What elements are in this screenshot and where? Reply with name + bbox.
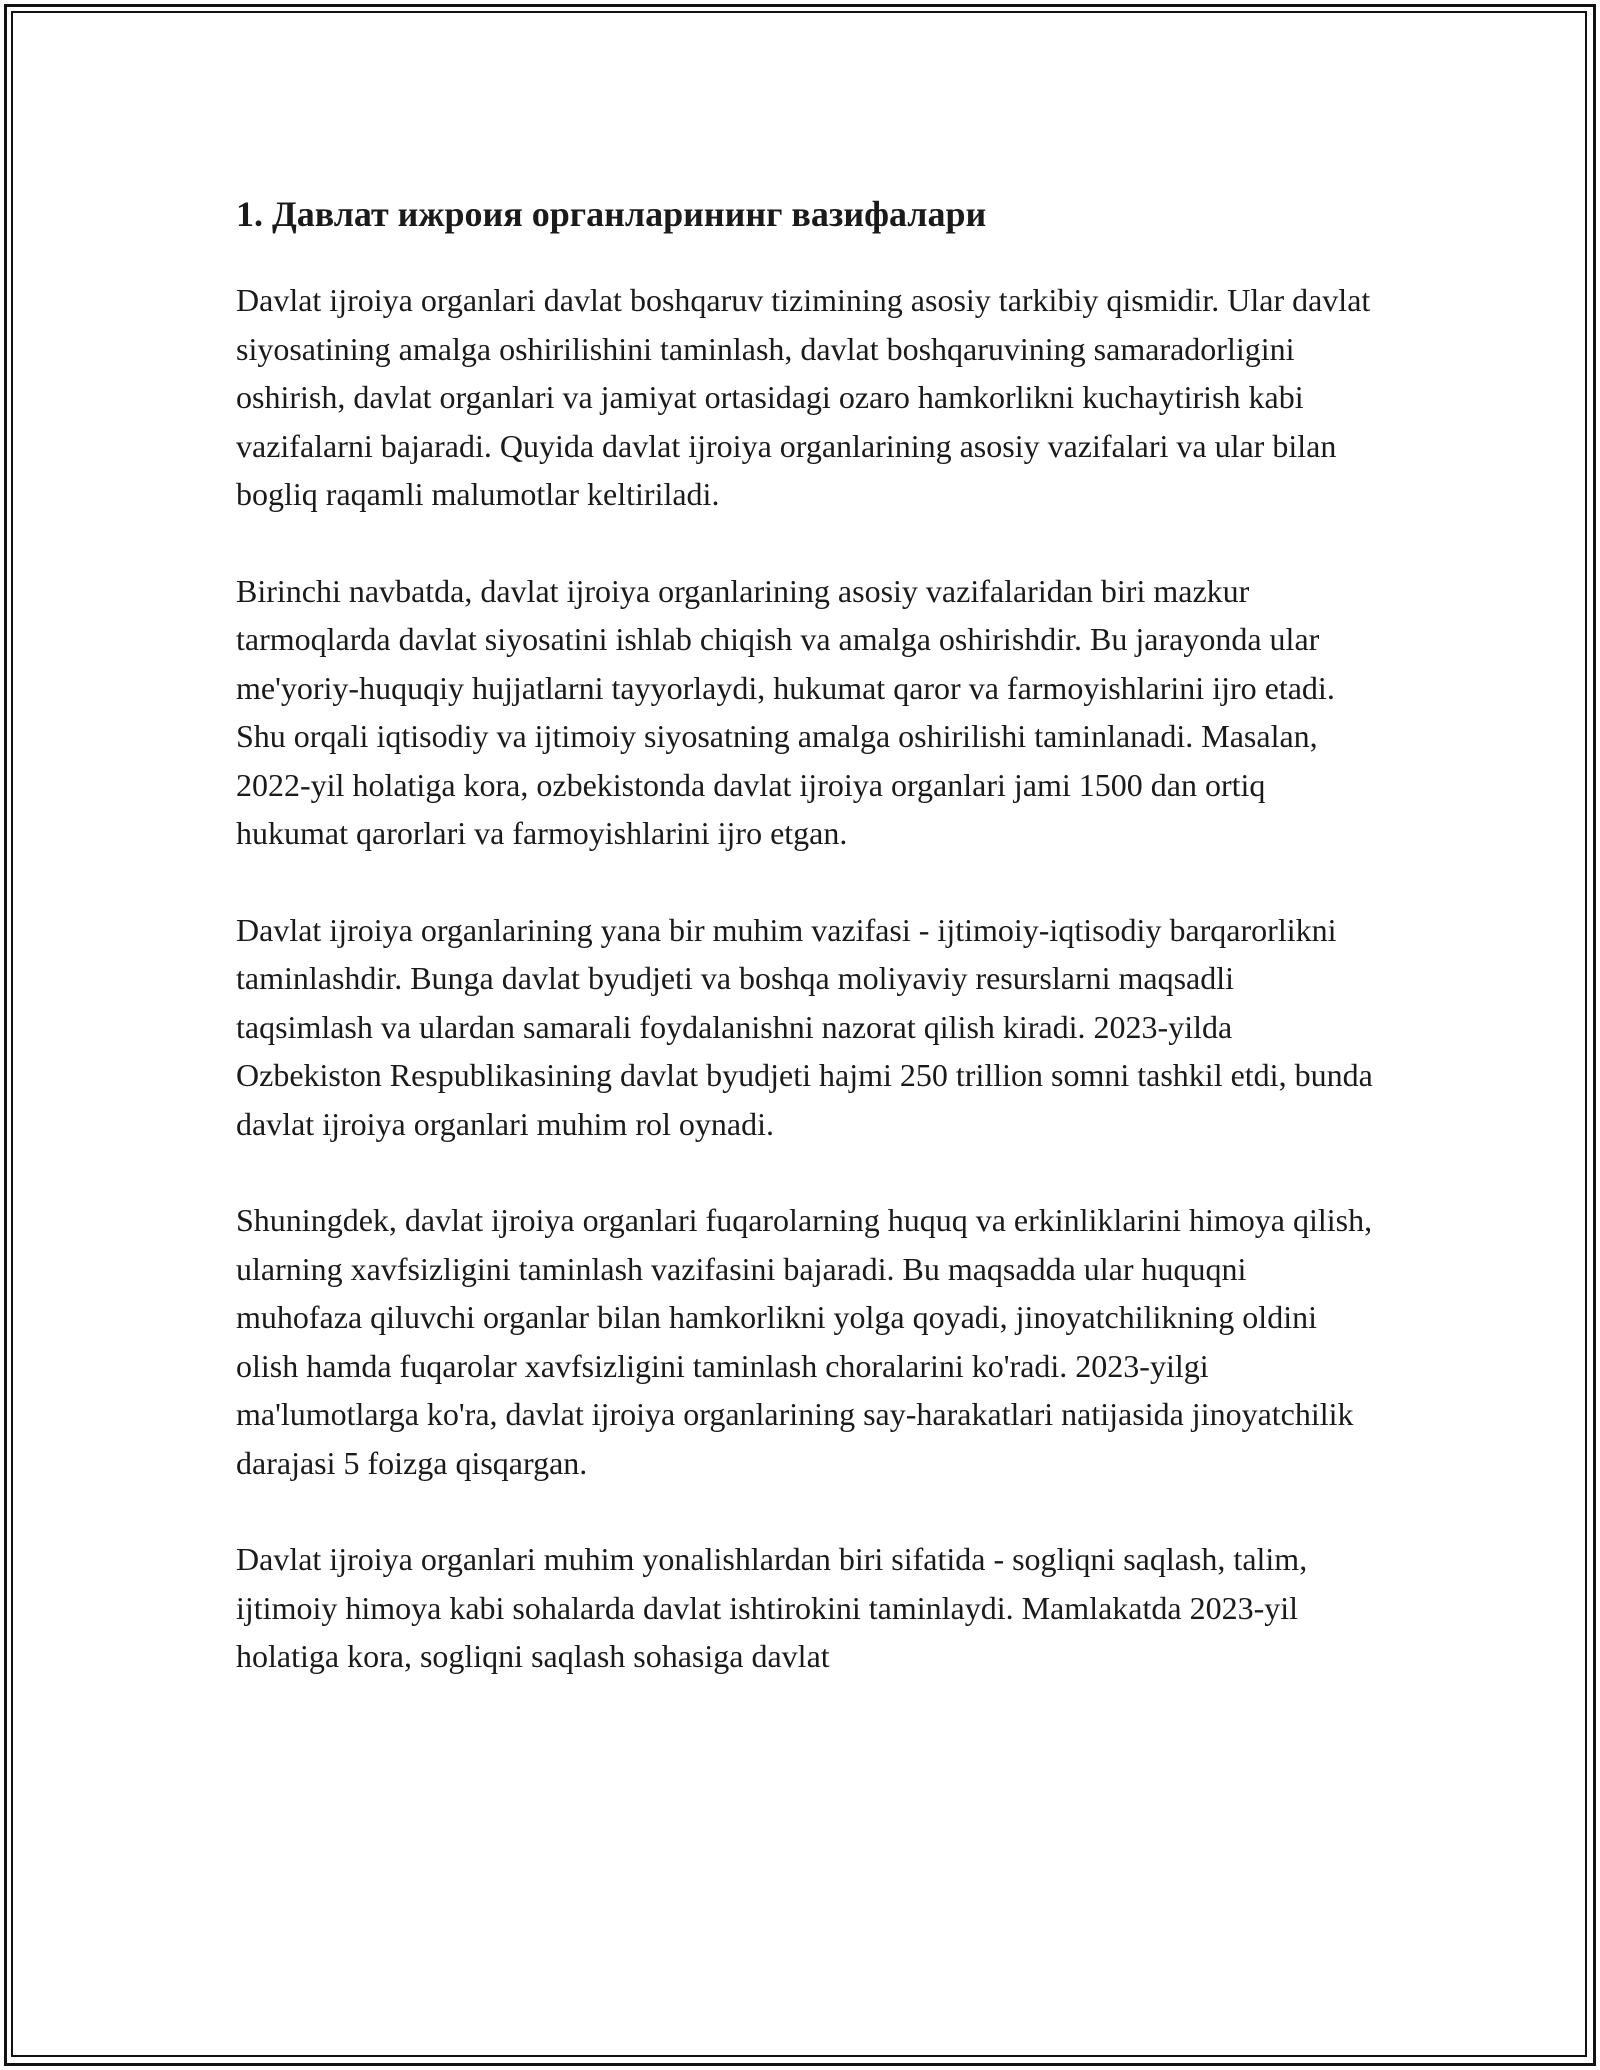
paragraph-stability: Davlat ijroiya organlarining yana bir muhim vazifasi - ijtimoiy-iqtisodiy barqarorlikni taminlashdir. Bunga davlat byudjeti va boshqa moliyaviy resurslarni maqsadli taqsimlash va ulardan samarali foydalanishni nazorat qilish kiradi. 2023-yilda Ozbekiston Respublikasining davlat byudjeti hajmi 250 trillion somni tashkil etdi, bunda davlat ijroiya organlari muhim rol oynadi. xyxy=(236,911,1373,1142)
paragraph-security: Shuningdek, davlat ijroiya organlari fuqarolarning huquq va erkinliklarini himoya qilish, ularning xavfsizligini taminlash vazifasini bajaradi. Bu maqsadda ular huquqni muhofaza qiluvchi organlar bilan hamkorlikni yolga qoyadi, jinoyatchilikning oldini olish hamda fuqarolar xavfsizligini taminlash choralarini ko'radi. 2023-yilgi ma'lumotlarga ko'ra, davlat ijroiya organlarining say-harakatlari natijasida jinoyatchilik darajasi 5 foizga qisqargan. xyxy=(236,1202,1373,1481)
section-heading: 1. Давлат ижроия органларининг вазифалари xyxy=(236,194,987,234)
paragraph-intro: Davlat ijroiya organlari davlat boshqaruv tizimining asosiy tarkibiy qismidir. Ular davlat siyosatining amalga oshirilishini taminlash, davlat boshqaruvining samaradorligini oshirish, davlat organlari va jamiyat ortasidagi ozaro hamkorlikni kuchaytirish kabi vazifalarni bajaradi. Quyida davlat ijroiya organlarining asosiy vazifalari va ular bilan bogliq raqamli malumotlar keltiriladi. xyxy=(236,282,1371,512)
document-body xyxy=(236,188,1376,1729)
paragraph-social: Davlat ijroiya organlari muhim yonalishlardan biri sifatida - sogliqni saqlash, talim, ijtimoiy himoya kabi sohalarda davlat ishtirokini taminlaydi. Mamlakatda 2023-yil holatiga kora, sogliqni saqlash sohasiga davlat xyxy=(236,1541,1308,1674)
paragraph-policy: Birinchi navbatda, davlat ijroiya organlarining asosiy vazifalaridan biri mazkur tarmoqlarda davlat siyosatini ishlab chiqish va amalga oshirishdir. Bu jarayonda ular me'yoriy-huquqiy hujjatlarni tayyorlaydi, hukumat qaror va farmoyishlarini ijro etadi. Shu orqali iqtisodiy va ijtimoiy siyosatning amalga oshirilishi taminlanadi. Masalan, 2022-yil holatiga kora, ozbekistonda davlat ijroiya organlari jami 1500 dan ortiq hukumat qarorlari va farmoyishlarini ijro etgan. xyxy=(236,572,1335,851)
